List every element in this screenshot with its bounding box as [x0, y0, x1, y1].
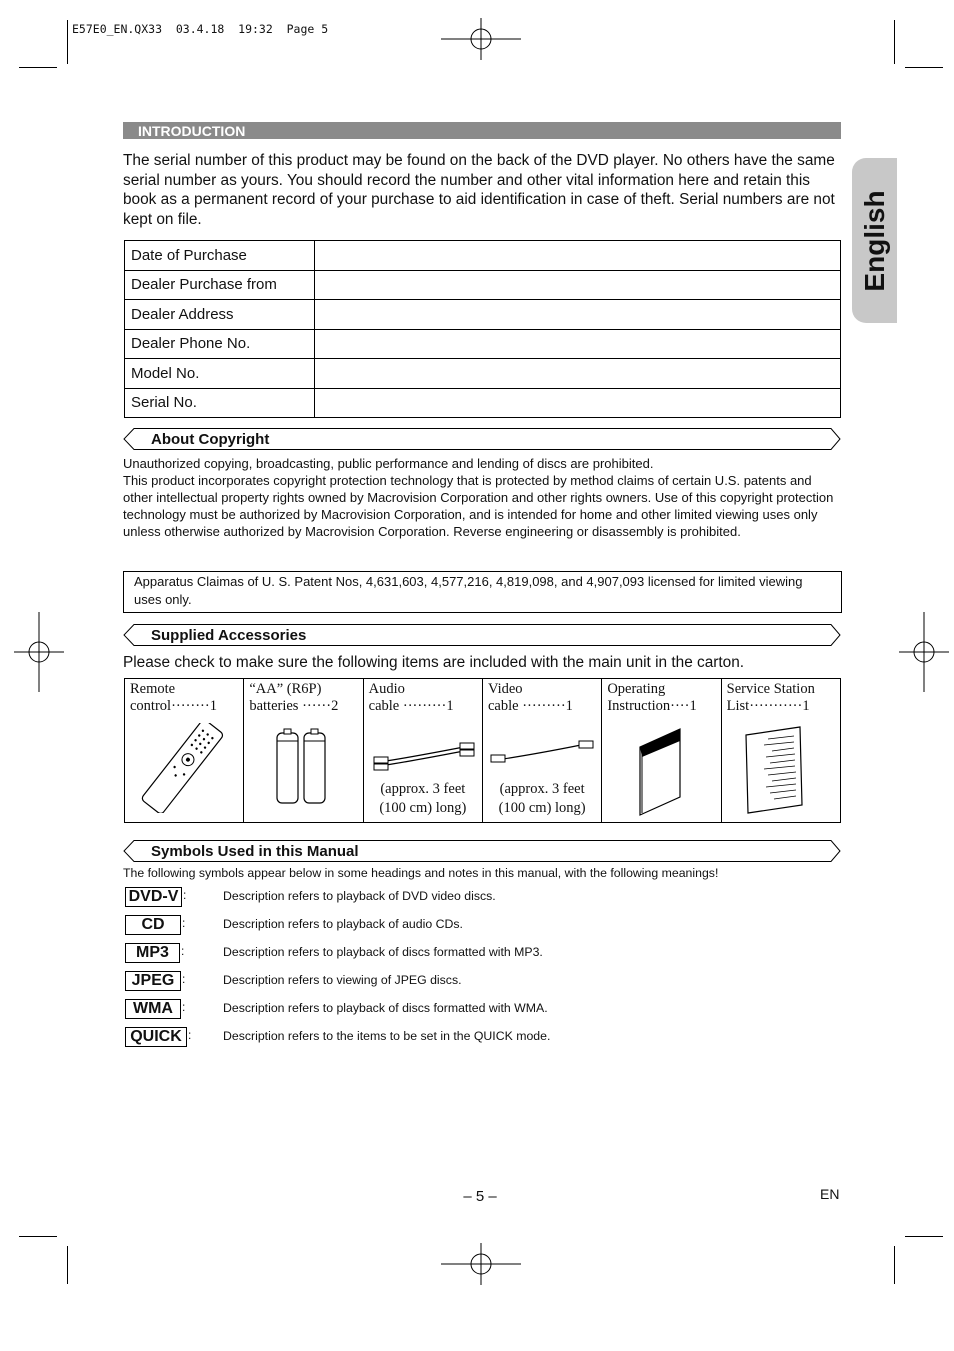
- table-row: [125, 270, 841, 300]
- accessory-remote: Remote control········1: [125, 679, 244, 823]
- item-name-2: List: [726, 697, 750, 714]
- intro-paragraph: The serial number of this product may be found on the back of the DVD player. No others have the same serial number as yours. You should record the number and other vital information here and retain this book as a permanent record of your purchase to aid identification in case of theft. Serial numbers are not kept on file.: [123, 152, 835, 228]
- language-code: EN: [820, 1186, 840, 1202]
- copyright-heading: About Copyright: [151, 431, 270, 448]
- registration-mark-left: [14, 612, 64, 692]
- item-qty: 2: [331, 697, 339, 714]
- table-row: [125, 300, 841, 330]
- row-value: [315, 241, 841, 271]
- item-qty: 1: [209, 697, 217, 714]
- cd-badge: CD: [125, 915, 181, 935]
- item-name: Video: [487, 681, 523, 697]
- symbols-heading: Symbols Used in this Manual: [151, 843, 359, 860]
- batteries-icon: [274, 727, 330, 805]
- mp3-badge: MP3: [125, 943, 180, 963]
- language-tab: [852, 158, 897, 323]
- symbol-description: Description refers to playback of DVD video discs.: [223, 889, 496, 903]
- copyright-paragraph: This product incorporates copyright protection technology that is protected by method claims of certain U.S. patents and other intellectual property rights owned by Macrovision Corporation and other rights owners. Use of this copyright protection technology must be authorized by Macrovision Corporation, and is intended for home and other limited viewing uses only unless otherwise authorized by Macrovision Corporation. Reverse engineering or disassembly is prohibited.: [123, 473, 834, 539]
- table-row: [125, 388, 841, 418]
- symbol-colon: :: [182, 1000, 186, 1014]
- accessories-heading: Supplied Accessories: [151, 627, 307, 644]
- manual-book-icon: [632, 725, 686, 819]
- item-qty: 1: [565, 697, 573, 714]
- jpeg-badge: JPEG: [125, 971, 181, 991]
- item-name-2: batteries: [249, 697, 299, 714]
- language-tab-label: English: [858, 189, 890, 292]
- intro-heading-bar: [123, 122, 841, 139]
- symbol-description: Description refers to playback of discs formatted with WMA.: [223, 1001, 548, 1015]
- copyright-heading-box: [123, 428, 841, 450]
- item-note: (approx. 3 feet: [499, 781, 585, 797]
- table-row: [125, 241, 841, 271]
- registration-mark-bottom: [441, 1243, 521, 1285]
- copyright-line1: Unauthorized copying, broadcasting, public performance and lending of discs are prohibited.: [123, 456, 654, 471]
- row-label: Dealer Address: [125, 300, 315, 330]
- row-label: Model No.: [125, 359, 315, 389]
- item-qty: 1: [802, 697, 810, 714]
- accessory-service-station-list: Service Station List···········1: [721, 679, 840, 823]
- row-label: Dealer Purchase from: [125, 270, 315, 300]
- remote-control-icon: [139, 723, 229, 813]
- table-row: [125, 329, 841, 359]
- symbol-colon: :: [188, 1028, 192, 1042]
- item-name-2: cable: [487, 697, 519, 714]
- accessory-audio-cable: Audio cable ·········1 (approx. 3 feet (100 cm) long): [363, 679, 482, 823]
- dvd-v-badge: DVD-V: [125, 887, 182, 907]
- item-name-2: control: [130, 697, 172, 714]
- table-row: [125, 359, 841, 389]
- row-value: [315, 300, 841, 330]
- symbol-colon: :: [182, 972, 186, 986]
- symbols-heading-box: [123, 840, 841, 862]
- row-value: [315, 359, 841, 389]
- purchase-record-table: [124, 240, 841, 418]
- page-number: – 5 –: [463, 1188, 497, 1205]
- item-name-2: Instruction: [607, 697, 671, 714]
- row-value: [315, 388, 841, 418]
- item-name: Service Station: [726, 681, 815, 697]
- accessories-table: [124, 678, 841, 823]
- item-note: (approx. 3 feet: [380, 781, 466, 797]
- symbol-colon: :: [181, 944, 185, 958]
- item-name-2: cable: [368, 697, 400, 714]
- item-name: Operating: [607, 681, 666, 697]
- symbol-description: Description refers to playback of audio CDs.: [223, 917, 463, 931]
- patent-notice: Apparatus Claimas of U. S. Patent Nos, 4,631,603, 4,577,216, 4,819,098, and 4,907,093 licensed for limited viewing uses only.: [123, 571, 842, 613]
- quick-badge: QUICK: [125, 1027, 187, 1047]
- row-label: Date of Purchase: [125, 241, 315, 271]
- row-label: Serial No.: [125, 388, 315, 418]
- row-value: [315, 329, 841, 359]
- accessory-batteries: “AA” (R6P) batteries ······2: [244, 679, 363, 823]
- symbol-description: Description refers to playback of discs formatted with MP3.: [223, 945, 543, 959]
- accessories-heading-box: [123, 624, 841, 646]
- symbols-intro: The following symbols appear below in some headings and notes in this manual, with the following meanings!: [123, 866, 719, 880]
- symbol-colon: :: [182, 916, 186, 930]
- item-name: “AA” (R6P): [249, 681, 322, 697]
- accessory-operating-instruction: Operating Instruction····1: [602, 679, 721, 823]
- registration-mark-right: [899, 612, 949, 692]
- accessory-video-cable: Video cable ·········1 (approx. 3 feet (100 cm) long): [482, 679, 601, 823]
- audio-cable-icon: [372, 735, 476, 775]
- wma-badge: WMA: [125, 999, 181, 1019]
- intro-heading: INTRODUCTION: [138, 123, 246, 139]
- symbol-colon: :: [183, 888, 187, 902]
- registration-mark-top: [441, 18, 521, 60]
- item-qty: 1: [446, 697, 454, 714]
- service-list-icon: [744, 725, 806, 815]
- item-note-2: (100 cm) long): [379, 800, 467, 816]
- accessories-intro: Please check to make sure the following items are included with the main unit in the carton.: [123, 654, 745, 671]
- item-name: Remote: [130, 681, 176, 697]
- item-qty: 1: [689, 697, 697, 714]
- item-note-2: (100 cm) long): [498, 800, 586, 816]
- symbol-description: Description refers to viewing of JPEG discs.: [223, 973, 462, 987]
- video-cable-icon: [489, 735, 595, 769]
- print-header: E57E0_EN.QX33 03.4.18 19:32 Page 5: [72, 22, 329, 36]
- symbol-description: Description refers to the items to be set in the QUICK mode.: [223, 1029, 551, 1043]
- item-name: Audio: [368, 681, 405, 697]
- row-value: [315, 270, 841, 300]
- row-label: Dealer Phone No.: [125, 329, 315, 359]
